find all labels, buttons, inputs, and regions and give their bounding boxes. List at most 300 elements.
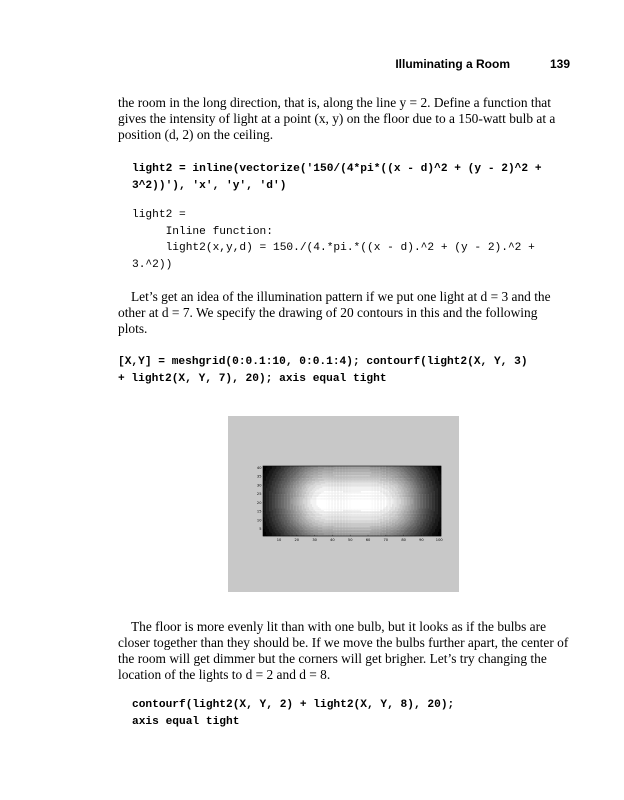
contour-cell: [413, 491, 415, 493]
contour-cell: [327, 467, 329, 469]
contour-cell: [279, 482, 281, 484]
contour-cell: [373, 469, 375, 471]
contour-cell: [382, 472, 384, 474]
contour-cell: [285, 500, 287, 502]
contour-cell: [379, 530, 381, 532]
contour-cell: [402, 513, 404, 515]
contour-cell: [404, 476, 406, 478]
contour-cell: [370, 523, 372, 525]
contour-cell: [328, 486, 330, 488]
contour-cell: [413, 478, 415, 480]
contour-cell: [272, 514, 274, 516]
contour-cell: [353, 520, 355, 522]
contour-cell: [336, 513, 338, 515]
contour-cell: [364, 498, 366, 500]
contour-cell: [330, 517, 332, 519]
contour-cell: [353, 482, 355, 484]
contour-cell: [408, 514, 410, 516]
contour-cell: [394, 505, 396, 507]
contour-cell: [278, 489, 280, 491]
contour-cell: [324, 472, 326, 474]
contour-cell: [273, 517, 275, 519]
contour-cell: [382, 494, 384, 496]
contour-cell: [337, 526, 339, 528]
contour-cell: [343, 520, 345, 522]
contour-cell: [327, 507, 329, 509]
contour-cell: [337, 510, 339, 512]
contour-cell: [331, 495, 333, 497]
contour-cell: [368, 501, 370, 503]
contour-cell: [353, 521, 355, 523]
contour-cell: [327, 517, 329, 519]
contour-cell: [371, 529, 373, 531]
contour-cell: [315, 520, 317, 522]
contour-cell: [404, 502, 406, 504]
contour-cell: [373, 505, 375, 507]
contour-cell: [348, 486, 350, 488]
contour-cell: [310, 520, 312, 522]
contour-cell: [264, 473, 266, 475]
contour-cell: [348, 472, 350, 474]
contour-cell: [279, 508, 281, 510]
contour-cell: [299, 479, 301, 481]
contour-cell: [401, 485, 403, 487]
contour-cell: [279, 529, 281, 531]
contour-cell: [365, 502, 367, 504]
contour-cell: [368, 502, 370, 504]
contour-cell: [397, 517, 399, 519]
contour-cell: [275, 527, 277, 529]
contour-cell: [294, 517, 296, 519]
contour-cell: [352, 491, 354, 493]
contour-cell: [312, 516, 314, 518]
contour-cell: [328, 478, 330, 480]
contour-cell: [276, 491, 278, 493]
contour-cell: [413, 524, 415, 526]
contour-cell: [272, 505, 274, 507]
contour-cell: [356, 502, 358, 504]
contour-cell: [281, 497, 283, 499]
contour-cell: [267, 481, 269, 483]
contour-cell: [342, 530, 344, 532]
contour-cell: [328, 504, 330, 506]
contour-cell: [370, 526, 372, 528]
contour-cell: [388, 491, 390, 493]
contour-cell: [404, 513, 406, 515]
contour-cell: [300, 489, 302, 491]
contour-cell: [382, 526, 384, 528]
contour-cell: [358, 504, 360, 506]
contour-cell: [368, 532, 370, 534]
contour-cell: [330, 492, 332, 494]
contour-cell: [345, 530, 347, 532]
contour-cell: [339, 519, 341, 521]
contour-cell: [309, 523, 311, 525]
contour-cell: [346, 492, 348, 494]
contour-cell: [299, 517, 301, 519]
contour-cell: [331, 513, 333, 515]
contour-cell: [401, 475, 403, 477]
contour-cell: [343, 472, 345, 474]
contour-cell: [411, 475, 413, 477]
contour-cell: [313, 511, 315, 513]
contour-cell: [294, 491, 296, 493]
contour-cell: [324, 523, 326, 525]
contour-cell: [386, 500, 388, 502]
contour-cell: [355, 495, 357, 497]
contour-cell: [395, 488, 397, 490]
contour-cell: [278, 470, 280, 472]
contour-cell: [299, 520, 301, 522]
contour-cell: [362, 475, 364, 477]
contour-cell: [275, 467, 277, 469]
contour-cell: [351, 502, 353, 504]
contour-cell: [359, 478, 361, 480]
contour-cell: [324, 505, 326, 507]
contour-cell: [282, 510, 284, 512]
contour-cell: [302, 505, 304, 507]
contour-cell: [316, 470, 318, 472]
contour-cell: [355, 469, 357, 471]
contour-cell: [288, 527, 290, 529]
contour-cell: [333, 498, 335, 500]
contour-cell: [278, 484, 280, 486]
contour-cell: [325, 517, 327, 519]
contour-cell: [348, 513, 350, 515]
contour-cell: [374, 504, 376, 506]
contour-cell: [395, 498, 397, 500]
contour-cell: [367, 498, 369, 500]
contour-cell: [389, 520, 391, 522]
contour-cell: [305, 476, 307, 478]
contour-cell: [294, 500, 296, 502]
contour-cell: [309, 501, 311, 503]
contour-cell: [312, 492, 314, 494]
contour-cell: [324, 485, 326, 487]
contour-cell: [270, 486, 272, 488]
contour-cell: [330, 520, 332, 522]
contour-cell: [383, 510, 385, 512]
contour-cell: [299, 486, 301, 488]
contour-cell: [282, 500, 284, 502]
contour-cell: [303, 479, 305, 481]
contour-cell: [276, 486, 278, 488]
contour-cell: [370, 478, 372, 480]
contour-cell: [391, 476, 393, 478]
contour-cell: [331, 514, 333, 516]
contour-cell: [399, 491, 401, 493]
contour-cell: [312, 523, 314, 525]
contour-cell: [293, 484, 295, 486]
contour-cell: [398, 473, 400, 475]
contour-cell: [315, 497, 317, 499]
contour-cell: [359, 467, 361, 469]
contour-cell: [297, 507, 299, 509]
contour-cell: [296, 485, 298, 487]
contour-cell: [293, 508, 295, 510]
contour-cell: [300, 504, 302, 506]
contour-cell: [302, 470, 304, 472]
contour-cell: [343, 467, 345, 469]
contour-cell: [315, 517, 317, 519]
contour-cell: [408, 481, 410, 483]
contour-cell: [348, 501, 350, 503]
contour-cell: [318, 484, 320, 486]
contour-cell: [299, 530, 301, 532]
contour-cell: [391, 532, 393, 534]
contour-cell: [273, 479, 275, 481]
contour-cell: [413, 498, 415, 500]
contour-cell: [282, 526, 284, 528]
contour-cell: [382, 484, 384, 486]
contour-cell: [319, 494, 321, 496]
contour-cell: [296, 507, 298, 509]
contour-cell: [264, 486, 266, 488]
contour-cell: [339, 529, 341, 531]
contour-cell: [331, 529, 333, 531]
contour-cell: [364, 489, 366, 491]
contour-cell: [273, 491, 275, 493]
contour-cell: [333, 495, 335, 497]
contour-cell: [264, 505, 266, 507]
contour-cell: [305, 520, 307, 522]
contour-cell: [269, 485, 271, 487]
contour-cell: [398, 516, 400, 518]
contour-cell: [302, 481, 304, 483]
contour-cell: [312, 511, 314, 513]
contour-cell: [282, 469, 284, 471]
contour-cell: [273, 494, 275, 496]
contour-cell: [312, 532, 314, 534]
contour-cell: [308, 498, 310, 500]
contour-cell: [339, 516, 341, 518]
contour-cell: [371, 495, 373, 497]
contour-cell: [365, 491, 367, 493]
contour-cell: [379, 495, 381, 497]
contour-cell: [319, 524, 321, 526]
contour-cell: [376, 486, 378, 488]
contour-cell: [322, 495, 324, 497]
contour-cell: [302, 504, 304, 506]
contour-cell: [339, 504, 341, 506]
contour-cell: [374, 470, 376, 472]
contour-cell: [309, 530, 311, 532]
contour-cell: [316, 526, 318, 528]
contour-cell: [288, 476, 290, 478]
contour-cell: [300, 501, 302, 503]
contour-cell: [367, 491, 369, 493]
contour-cell: [279, 501, 281, 503]
contour-cell: [328, 476, 330, 478]
contour-cell: [319, 484, 321, 486]
contour-cell: [312, 504, 314, 506]
contour-cell: [330, 488, 332, 490]
contour-cell: [388, 523, 390, 525]
contour-cell: [362, 507, 364, 509]
contour-cell: [276, 492, 278, 494]
contour-cell: [353, 478, 355, 480]
contour-cell: [294, 469, 296, 471]
contour-cell: [368, 514, 370, 516]
contour-cell: [315, 521, 317, 523]
contour-cell: [359, 523, 361, 525]
contour-cell: [308, 504, 310, 506]
contour-cell: [398, 500, 400, 502]
contour-cell: [352, 523, 354, 525]
contour-cell: [380, 472, 382, 474]
contour-cell: [349, 526, 351, 528]
contour-cell: [296, 517, 298, 519]
contour-cell: [319, 514, 321, 516]
contour-cell: [294, 467, 296, 469]
contour-cell: [296, 470, 298, 472]
contour-cell: [380, 519, 382, 521]
contour-cell: [411, 470, 413, 472]
contour-cell: [276, 467, 278, 469]
contour-cell: [379, 482, 381, 484]
contour-cell: [352, 497, 354, 499]
contour-cell: [330, 527, 332, 529]
contour-cell: [389, 513, 391, 515]
contour-cell: [334, 484, 336, 486]
contour-cell: [407, 481, 409, 483]
contour-cell: [374, 482, 376, 484]
contour-cell: [273, 481, 275, 483]
contour-cell: [391, 504, 393, 506]
contour-cell: [382, 488, 384, 490]
contour-cell: [303, 519, 305, 521]
contour-cell: [355, 478, 357, 480]
contour-cell: [300, 514, 302, 516]
contour-cell: [309, 470, 311, 472]
contour-cell: [327, 532, 329, 534]
contour-cell: [308, 467, 310, 469]
contour-cell: [282, 475, 284, 477]
contour-cell: [291, 533, 293, 535]
contour-cell: [395, 510, 397, 512]
contour-cell: [294, 513, 296, 515]
contour-cell: [343, 485, 345, 487]
contour-cell: [395, 529, 397, 531]
contour-cell: [302, 492, 304, 494]
contour-cell: [414, 481, 416, 483]
contour-cell: [308, 500, 310, 502]
contour-cell: [416, 511, 418, 513]
contour-cell: [297, 495, 299, 497]
contour-cell: [297, 523, 299, 525]
contour-cell: [364, 521, 366, 523]
contour-cell: [318, 469, 320, 471]
contour-cell: [306, 519, 308, 521]
contour-cell: [402, 491, 404, 493]
contour-cell: [343, 519, 345, 521]
contour-cell: [319, 467, 321, 469]
contour-cell: [270, 526, 272, 528]
contour-cell: [313, 498, 315, 500]
contour-cell: [266, 524, 268, 526]
contour-cell: [290, 524, 292, 526]
contour-cell: [404, 520, 406, 522]
contour-cell: [374, 473, 376, 475]
contour-cell: [358, 498, 360, 500]
contour-cell: [377, 505, 379, 507]
contour-cell: [404, 501, 406, 503]
contour-cell: [399, 495, 401, 497]
contour-cell: [395, 514, 397, 516]
contour-cell: [281, 488, 283, 490]
contour-cell: [353, 475, 355, 477]
contour-cell: [318, 527, 320, 529]
contour-cell: [416, 478, 418, 480]
contour-cell: [386, 530, 388, 532]
contour-cell: [398, 482, 400, 484]
contour-cell: [395, 516, 397, 518]
contour-cell: [377, 502, 379, 504]
contour-cell: [410, 491, 412, 493]
contour-cell: [299, 513, 301, 515]
contour-cell: [353, 517, 355, 519]
contour-cell: [291, 486, 293, 488]
contour-cell: [356, 501, 358, 503]
contour-cell: [353, 470, 355, 472]
contour-cell: [287, 484, 289, 486]
contour-cell: [324, 510, 326, 512]
contour-cell: [353, 476, 355, 478]
contour-cell: [333, 486, 335, 488]
contour-cell: [391, 519, 393, 521]
contour-cell: [339, 470, 341, 472]
contour-cell: [352, 513, 354, 515]
contour-cell: [385, 470, 387, 472]
contour-cell: [305, 521, 307, 523]
contour-cell: [397, 507, 399, 509]
contour-cell: [315, 505, 317, 507]
contour-cell: [353, 502, 355, 504]
contour-cell: [310, 502, 312, 504]
contour-cell: [345, 482, 347, 484]
contour-cell: [395, 484, 397, 486]
contour-cell: [394, 491, 396, 493]
contour-cell: [306, 529, 308, 531]
contour-cell: [315, 524, 317, 526]
contour-cell: [322, 502, 324, 504]
contour-cell: [398, 519, 400, 521]
contour-cell: [399, 479, 401, 481]
contour-cell: [279, 475, 281, 477]
contour-cell: [285, 488, 287, 490]
contour-cell: [285, 485, 287, 487]
contour-cell: [349, 479, 351, 481]
contour-cell: [345, 511, 347, 513]
contour-cell: [337, 485, 339, 487]
contour-cell: [383, 486, 385, 488]
contour-cell: [278, 505, 280, 507]
contour-cell: [343, 532, 345, 534]
contour-cell: [303, 473, 305, 475]
contour-cell: [345, 519, 347, 521]
contour-cell: [362, 476, 364, 478]
contour-cell: [349, 505, 351, 507]
contour-cell: [325, 511, 327, 513]
contour-cell: [310, 533, 312, 535]
contour-cell: [318, 517, 320, 519]
contour-cell: [382, 482, 384, 484]
contour-cell: [349, 489, 351, 491]
contour-cell: [302, 513, 304, 515]
contour-cell: [297, 530, 299, 532]
contour-cell: [389, 485, 391, 487]
contour-cell: [377, 501, 379, 503]
